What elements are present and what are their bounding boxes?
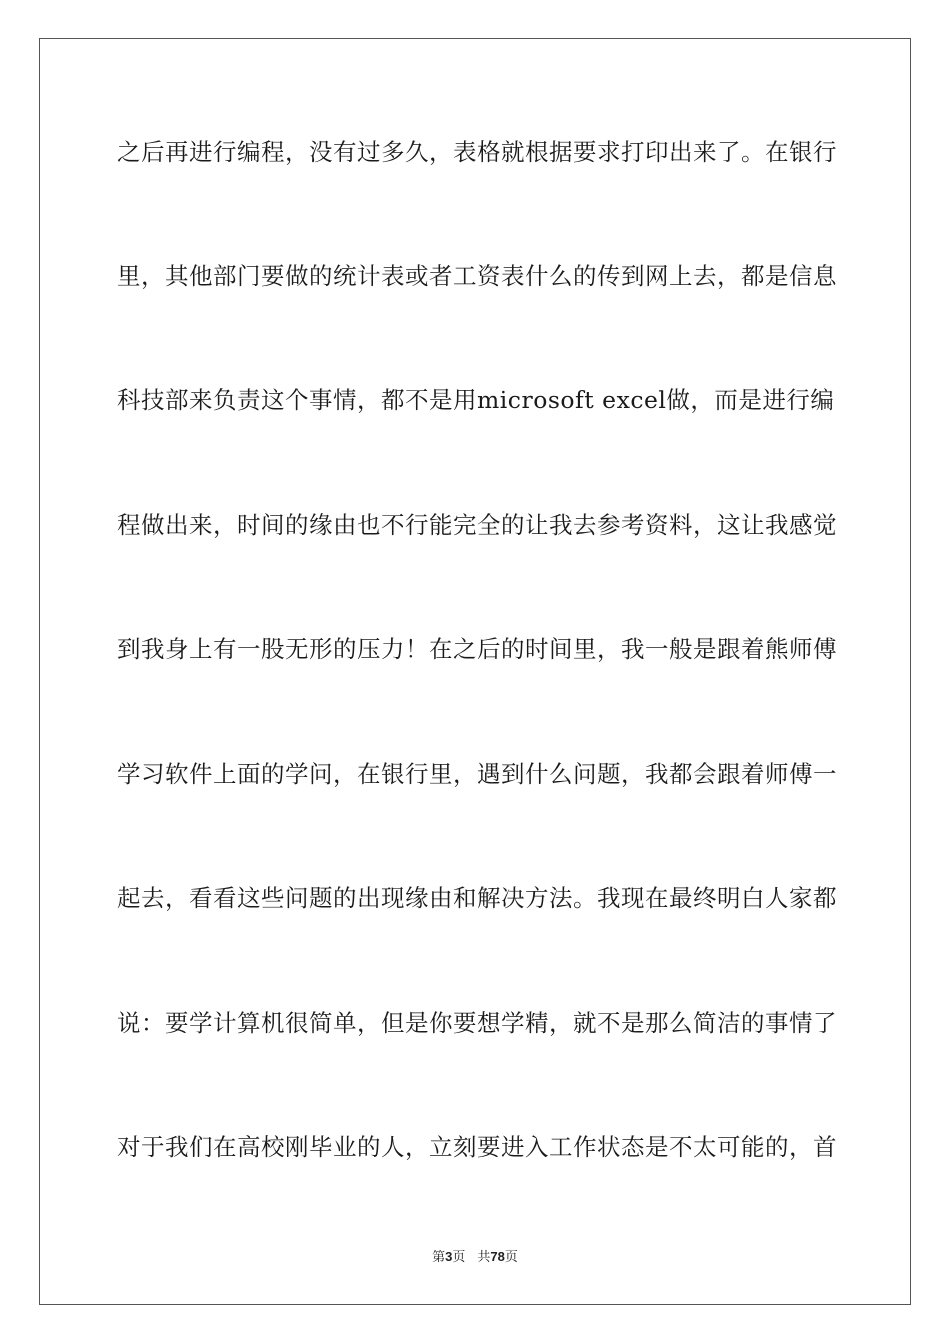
text-line-3: 科技部来负责这个事情，都不是用microsoft excel做，而是进行编 [117, 386, 835, 414]
text-line-7: 起去，看看这些问题的出现缘由和解决方法。我现在最终明白人家都 [117, 884, 837, 912]
footer-total-prefix: 共 [477, 1250, 491, 1265]
footer-total-pages: 78 [490, 1249, 505, 1264]
text-line-1: 之后再进行编程，没有过多久，表格就根据要求打印出来了。在银行 [117, 138, 837, 166]
text-line-9: 对于我们在高校刚毕业的人，立刻要进入工作状态是不太可能的，首 [117, 1133, 837, 1161]
text-line-2: 里，其他部门要做的统计表或者工资表什么的传到网上去，都是信息 [117, 262, 837, 290]
text-line-8: 说：要学计算机很简单，但是你要想学精，就不是那么简洁的事情了 [117, 1009, 837, 1037]
text-line-5: 到我身上有一股无形的压力！在之后的时间里，我一般是跟着熊师傅 [117, 635, 837, 663]
text-line-6: 学习软件上面的学问，在银行里，遇到什么问题，我都会跟着师傅一 [117, 760, 837, 788]
page-footer [0, 1247, 950, 1268]
page-border [39, 38, 911, 1305]
footer-page-suffix: 页 [452, 1250, 466, 1265]
footer-page-prefix: 第 [432, 1250, 446, 1265]
footer-total-suffix: 页 [504, 1250, 518, 1265]
footer-page-number: 3 [445, 1249, 453, 1264]
text-line-4: 程做出来，时间的缘由也不行能完全的让我去参考资料，这让我感觉 [117, 511, 837, 539]
